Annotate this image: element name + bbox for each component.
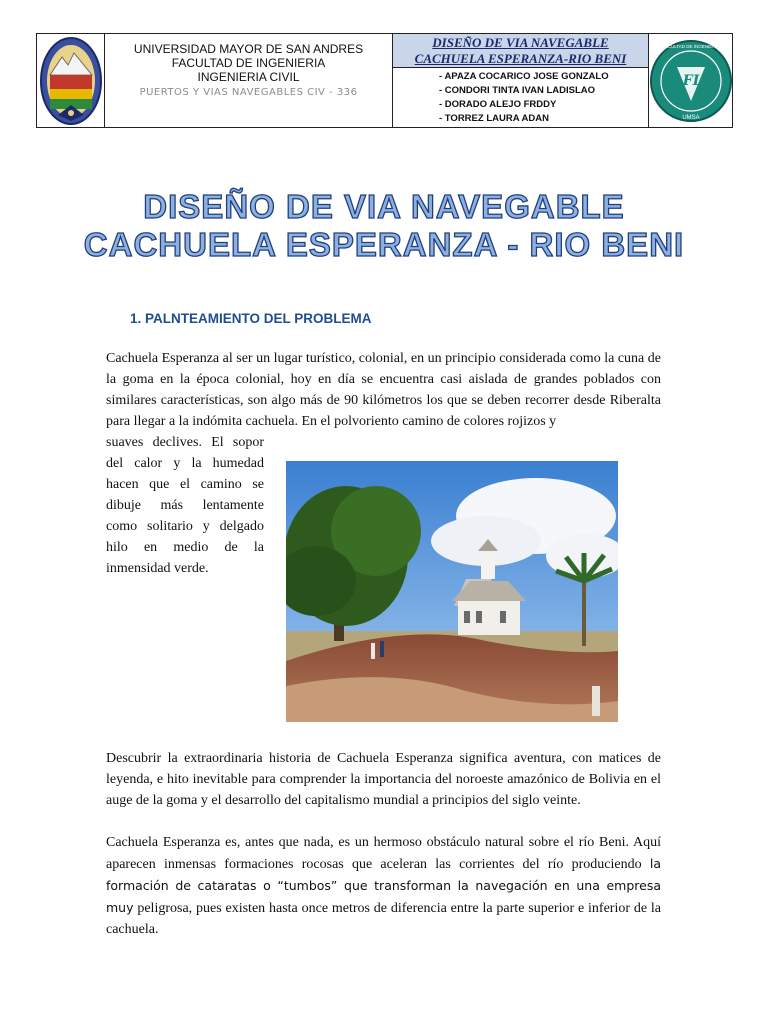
project-cell: [393, 34, 649, 127]
page-title: [0, 188, 768, 264]
seal-center-text: FI: [682, 73, 700, 89]
paragraph-1: Cachuela Esperanza al ser un lugar turístico, colonial, en un principio considerada como la cuna de la goma en la época colonial, hoy en día se encuentra casi aislada de grandes poblados con similares características, son algo más de 90 kilómetros los que se deben recorrer desde Riberalta para llegar a la indómita cachuela. En el polvoriento camino de colores rojizos y: [106, 351, 661, 429]
project-title-box: [393, 34, 648, 68]
department-name: INGENIERIA CIVIL: [197, 70, 300, 84]
paragraph-4: [106, 832, 661, 940]
course-name: PUERTOS Y VIAS NAVEGABLES CIV - 336: [139, 87, 358, 98]
member-3: - DORADO ALEJO FRDDY: [439, 99, 557, 110]
page-title-line2: CACHUELA ESPERANZA - RIO BENI: [83, 226, 685, 263]
paragraph-4-part-c: peligrosa, pues existen hasta once metros de diferencia entre la parte superior e inferior de la cachuela.: [106, 901, 661, 937]
left-logo-cell: [37, 34, 105, 127]
faculty-name: FACULTAD DE INGENIERIA: [171, 56, 326, 70]
member-1: - APAZA COCARICO JOSE GONZALO: [439, 71, 609, 82]
members-list: [393, 68, 648, 126]
umsa-crest-icon: [38, 35, 104, 127]
church-landscape-photo: [286, 461, 618, 722]
paragraph-3: Descubrir la extraordinaria historia de Cachuela Esperanza significa aventura, con matices de leyenda, e hito inevitable para comprender la importancia del noroeste amazónico de Bolivia en el auge de la goma y el desarrollo del capitalismo mundial a principios del siglo veinte.: [106, 751, 661, 808]
paragraph-4-part-b: la formación de cataratas o “tumbos” que transforman la navegación en una empresa muy: [106, 856, 661, 915]
university-name: UNIVERSIDAD MAYOR DE SAN ANDRES: [133, 42, 364, 56]
member-4: - TORREZ LAURA ADAN: [439, 113, 549, 124]
institution-cell: [105, 34, 393, 127]
faculty-engineering-seal-icon: [649, 35, 733, 127]
member-2: - CONDORI TINTA IVAN LADISLAO: [439, 85, 596, 96]
document-header: [36, 33, 733, 128]
project-title-line1: DISEÑO DE VIA NAVEGABLE: [432, 35, 609, 50]
section-heading: 1. PALNTEAMIENTO DEL PROBLEMA: [130, 311, 372, 326]
seal-bottom-text: UMSA: [682, 115, 700, 121]
right-logo-cell: [649, 34, 732, 127]
seal-top-text: FACULTAD DE INGENIERIA: [662, 44, 720, 49]
paragraph-2: suaves declives. El sopor del calor y la humedad hacen que el camino se dibuje más lentamente como solitario y delgado hilo en medio de la inmensidad verde.: [106, 435, 264, 576]
project-title-line2: CACHUELA ESPERANZA-RIO BENI: [414, 51, 627, 66]
paragraph-4-part-a: Cachuela Esperanza es, antes que nada, es un hermoso obstáculo natural sobre el río Beni. Aquí aparecen inmensas formaciones rocosas que aceleran las corrientes del río produciendo: [106, 835, 661, 872]
page-title-line1: DISEÑO DE VIA NAVEGABLE: [143, 188, 625, 225]
